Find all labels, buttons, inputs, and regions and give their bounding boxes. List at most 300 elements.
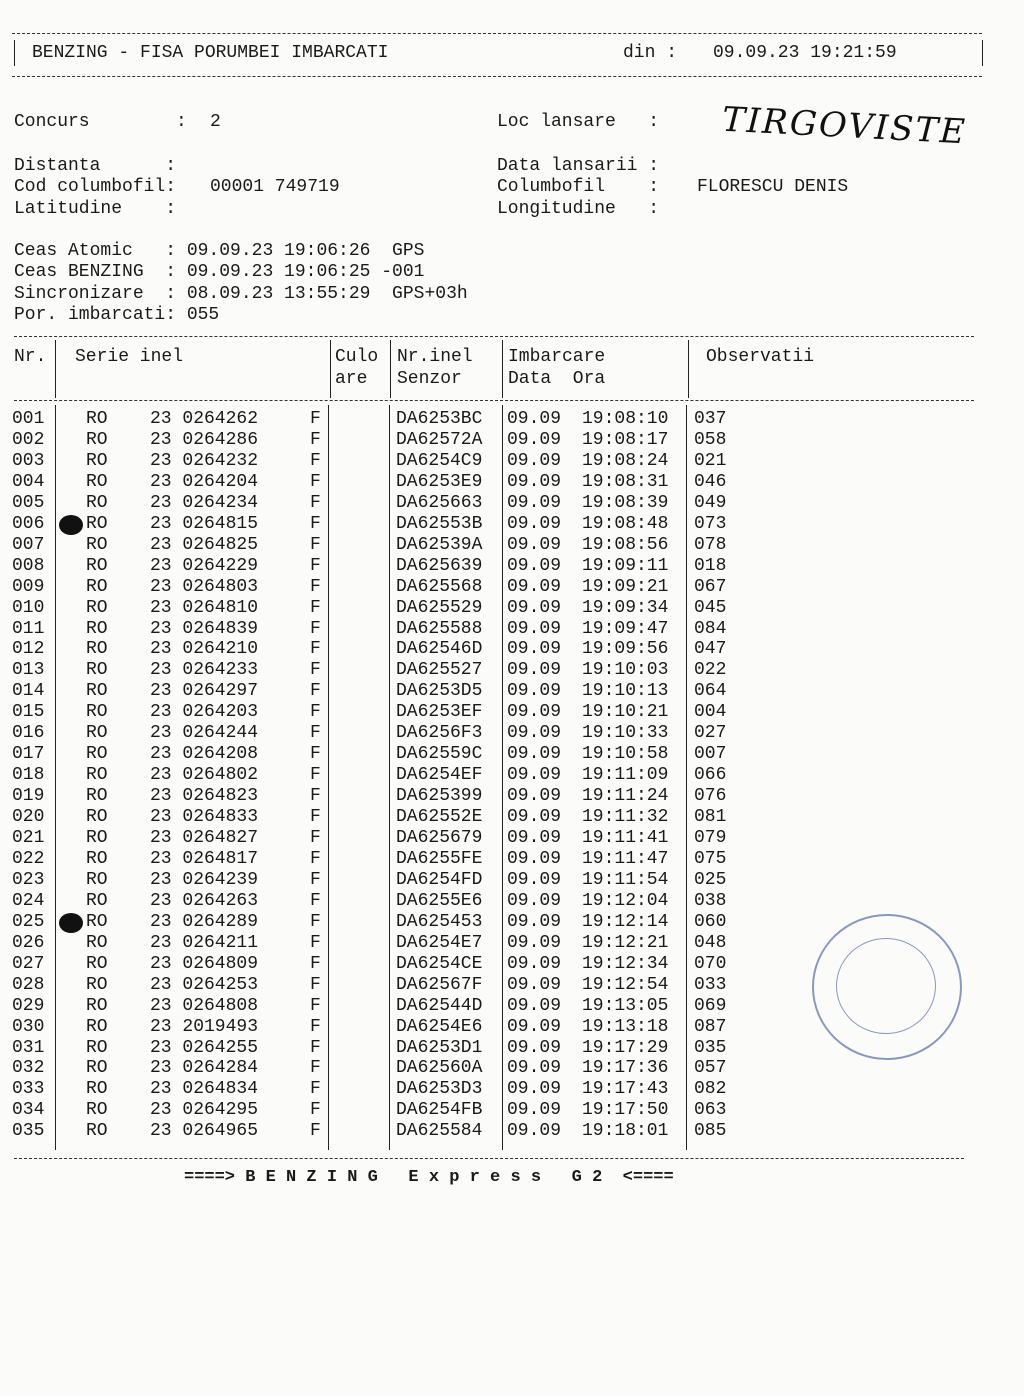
row-sex: F bbox=[310, 995, 321, 1016]
row-time: 19:08:48 bbox=[582, 513, 669, 534]
row-ring-number: 23 0264803 bbox=[150, 576, 259, 597]
row-sensor: DA6256F3 bbox=[396, 723, 483, 744]
sincronizare: Sincronizare : 08.09.23 13:55:29 GPS+03h bbox=[14, 284, 468, 304]
row-time: 19:09:56 bbox=[582, 639, 669, 660]
row-country: RO bbox=[86, 995, 108, 1016]
row-code: 048 bbox=[694, 932, 727, 953]
row-code: 081 bbox=[694, 807, 727, 828]
row-country: RO bbox=[86, 492, 108, 513]
row-code: 018 bbox=[694, 555, 727, 576]
row-nr: 023 bbox=[12, 869, 45, 890]
row-sensor: DA62552E bbox=[396, 807, 483, 828]
row-sensor: DA6253D3 bbox=[396, 1079, 483, 1100]
row-nr: 011 bbox=[12, 618, 45, 639]
longitudine-label: Longitudine : bbox=[497, 199, 660, 219]
row-ring-number: 23 0264289 bbox=[150, 911, 259, 932]
row-ring-number: 23 0264297 bbox=[150, 681, 259, 702]
row-time: 19:10:33 bbox=[582, 723, 669, 744]
row-sex: F bbox=[310, 513, 321, 534]
row-country: RO bbox=[86, 555, 108, 576]
row-code: 069 bbox=[694, 995, 727, 1016]
row-code: 085 bbox=[694, 1121, 727, 1142]
row-sex: F bbox=[310, 1121, 321, 1142]
row-sex: F bbox=[310, 828, 321, 848]
loc-lansare-handwritten: TIRGOVISTE bbox=[721, 99, 968, 153]
row-time: 19:12:21 bbox=[582, 932, 669, 953]
row-time: 19:09:11 bbox=[582, 555, 669, 576]
row-sensor: DA625679 bbox=[396, 828, 483, 848]
row-ring-number: 23 0264965 bbox=[150, 1121, 259, 1142]
row-ring-number: 23 0264262 bbox=[150, 409, 259, 429]
row-date: 09.09 bbox=[507, 1079, 562, 1100]
row-sex: F bbox=[310, 807, 321, 828]
row-sex: F bbox=[310, 1016, 321, 1037]
row-nr: 018 bbox=[12, 765, 45, 786]
row-date: 09.09 bbox=[507, 618, 562, 639]
col-divider bbox=[328, 405, 329, 1150]
row-code: 087 bbox=[694, 1016, 727, 1037]
row-code: 075 bbox=[694, 848, 727, 869]
row-country: RO bbox=[86, 471, 108, 492]
row-nr: 009 bbox=[12, 576, 45, 597]
row-sensor: DA6254FD bbox=[396, 869, 483, 890]
din-value: 09.09.23 19:21:59 bbox=[713, 43, 897, 63]
row-sex: F bbox=[310, 744, 321, 765]
row-nr: 010 bbox=[12, 597, 45, 618]
row-code: 067 bbox=[694, 576, 727, 597]
row-date: 09.09 bbox=[507, 576, 562, 597]
row-code: 060 bbox=[694, 911, 727, 932]
row-time: 19:17:43 bbox=[582, 1079, 669, 1100]
row-sex: F bbox=[310, 848, 321, 869]
row-time: 19:17:50 bbox=[582, 1100, 669, 1121]
row-ring-number: 23 0264284 bbox=[150, 1058, 259, 1079]
row-ring-number: 23 2019493 bbox=[150, 1016, 259, 1037]
row-date: 09.09 bbox=[507, 409, 562, 429]
col-header-culoare: Culo bbox=[335, 347, 379, 367]
col-header-data-ora: Data Ora bbox=[508, 369, 606, 389]
data-lansarii-label: Data lansarii : bbox=[497, 156, 660, 176]
row-sex: F bbox=[310, 681, 321, 702]
row-nr: 031 bbox=[12, 1037, 45, 1058]
din-label: din : bbox=[623, 43, 678, 63]
row-ring-number: 23 0264211 bbox=[150, 932, 259, 953]
row-country: RO bbox=[86, 1079, 108, 1100]
row-ring-number: 23 0264817 bbox=[150, 848, 259, 869]
row-nr: 019 bbox=[12, 786, 45, 807]
row-date: 09.09 bbox=[507, 450, 562, 471]
row-ring-number: 23 0264263 bbox=[150, 890, 259, 911]
row-sensor: DA625453 bbox=[396, 911, 483, 932]
col-header-serie: Serie inel bbox=[75, 347, 184, 367]
row-nr: 007 bbox=[12, 534, 45, 555]
col-divider bbox=[502, 405, 503, 1150]
row-ring-number: 23 0264203 bbox=[150, 702, 259, 723]
col-divider bbox=[389, 405, 390, 1150]
row-nr: 024 bbox=[12, 890, 45, 911]
row-code: 066 bbox=[694, 765, 727, 786]
row-time: 19:09:34 bbox=[582, 597, 669, 618]
row-date: 09.09 bbox=[507, 492, 562, 513]
row-country: RO bbox=[86, 1121, 108, 1142]
row-country: RO bbox=[86, 450, 108, 471]
row-nr: 012 bbox=[12, 639, 45, 660]
row-date: 09.09 bbox=[507, 702, 562, 723]
row-code: 078 bbox=[694, 534, 727, 555]
col-divider bbox=[686, 405, 687, 1150]
row-country: RO bbox=[86, 1100, 108, 1121]
row-date: 09.09 bbox=[507, 807, 562, 828]
row-nr: 033 bbox=[12, 1079, 45, 1100]
row-time: 19:08:10 bbox=[582, 409, 669, 429]
row-time: 19:09:47 bbox=[582, 618, 669, 639]
ink-blot-mark bbox=[59, 515, 83, 535]
row-nr: 014 bbox=[12, 681, 45, 702]
row-sex: F bbox=[310, 576, 321, 597]
row-country: RO bbox=[86, 576, 108, 597]
row-sensor: DA6254CE bbox=[396, 953, 483, 974]
row-sensor: DA625529 bbox=[396, 597, 483, 618]
row-sex: F bbox=[310, 1079, 321, 1100]
header-border-left bbox=[14, 40, 15, 66]
row-sensor: DA62539A bbox=[396, 534, 483, 555]
row-ring-number: 23 0264802 bbox=[150, 765, 259, 786]
row-time: 19:11:32 bbox=[582, 807, 669, 828]
row-code: 049 bbox=[694, 492, 727, 513]
row-nr: 032 bbox=[12, 1058, 45, 1079]
row-sex: F bbox=[310, 471, 321, 492]
col-header-imbarcare: Imbarcare bbox=[508, 347, 606, 367]
row-time: 19:11:47 bbox=[582, 848, 669, 869]
row-country: RO bbox=[86, 1037, 108, 1058]
row-date: 09.09 bbox=[507, 932, 562, 953]
row-time: 19:18:01 bbox=[582, 1121, 669, 1142]
club-stamp bbox=[812, 914, 962, 1060]
row-sensor: DA62572A bbox=[396, 429, 483, 450]
row-country: RO bbox=[86, 953, 108, 974]
row-ring-number: 23 0264839 bbox=[150, 618, 259, 639]
table-bottom-border bbox=[14, 1158, 964, 1159]
row-sex: F bbox=[310, 869, 321, 890]
latitudine-label: Latitudine : bbox=[14, 199, 177, 219]
row-country: RO bbox=[86, 429, 108, 450]
row-code: 004 bbox=[694, 702, 727, 723]
row-time: 19:12:34 bbox=[582, 953, 669, 974]
row-country: RO bbox=[86, 848, 108, 869]
row-code: 046 bbox=[694, 471, 727, 492]
row-time: 19:08:39 bbox=[582, 492, 669, 513]
col-divider bbox=[390, 340, 391, 398]
row-code: 033 bbox=[694, 974, 727, 995]
row-nr: 025 bbox=[12, 911, 45, 932]
ceas-benzing: Ceas BENZING : 09.09.23 19:06:25 -001 bbox=[14, 262, 425, 282]
row-ring-number: 23 0264809 bbox=[150, 953, 259, 974]
row-nr: 028 bbox=[12, 974, 45, 995]
row-nr: 016 bbox=[12, 723, 45, 744]
row-sex: F bbox=[310, 597, 321, 618]
row-country: RO bbox=[86, 639, 108, 660]
row-sex: F bbox=[310, 492, 321, 513]
row-code: 076 bbox=[694, 786, 727, 807]
row-country: RO bbox=[86, 1016, 108, 1037]
row-sex: F bbox=[310, 450, 321, 471]
row-country: RO bbox=[86, 534, 108, 555]
col-divider bbox=[330, 340, 331, 398]
row-date: 09.09 bbox=[507, 828, 562, 848]
row-nr: 008 bbox=[12, 555, 45, 576]
row-sex: F bbox=[310, 534, 321, 555]
row-sex: F bbox=[310, 723, 321, 744]
row-time: 19:08:56 bbox=[582, 534, 669, 555]
header-border-bottom bbox=[12, 76, 982, 77]
row-country: RO bbox=[86, 911, 108, 932]
row-country: RO bbox=[86, 890, 108, 911]
columbofil-label: Columbofil : bbox=[497, 177, 660, 197]
col-header-observatii: Observatii bbox=[706, 347, 815, 367]
row-time: 19:08:31 bbox=[582, 471, 669, 492]
row-time: 19:11:41 bbox=[582, 828, 669, 848]
row-code: 063 bbox=[694, 1100, 727, 1121]
table-header-divider bbox=[14, 400, 974, 401]
row-sex: F bbox=[310, 932, 321, 953]
concurs-label: Concurs : bbox=[14, 112, 187, 132]
row-date: 09.09 bbox=[507, 995, 562, 1016]
col-header-senzor: Nr.inel bbox=[397, 347, 473, 367]
row-sensor: DA625663 bbox=[396, 492, 483, 513]
row-code: 027 bbox=[694, 723, 727, 744]
row-time: 19:09:21 bbox=[582, 576, 669, 597]
row-sensor: DA6255FE bbox=[396, 848, 483, 869]
row-ring-number: 23 0264232 bbox=[150, 450, 259, 471]
row-sensor: DA6254EF bbox=[396, 765, 483, 786]
row-date: 09.09 bbox=[507, 953, 562, 974]
row-code: 035 bbox=[694, 1037, 727, 1058]
row-time: 19:17:29 bbox=[582, 1037, 669, 1058]
row-sex: F bbox=[310, 618, 321, 639]
row-country: RO bbox=[86, 660, 108, 681]
row-country: RO bbox=[86, 765, 108, 786]
row-code: 058 bbox=[694, 429, 727, 450]
row-ring-number: 23 0264204 bbox=[150, 471, 259, 492]
row-sex: F bbox=[310, 409, 321, 429]
row-sex: F bbox=[310, 429, 321, 450]
row-nr: 035 bbox=[12, 1121, 45, 1142]
row-sensor: DA6254E7 bbox=[396, 932, 483, 953]
row-country: RO bbox=[86, 869, 108, 890]
row-code: 070 bbox=[694, 953, 727, 974]
row-code: 047 bbox=[694, 639, 727, 660]
row-nr: 004 bbox=[12, 471, 45, 492]
row-sex: F bbox=[310, 953, 321, 974]
row-date: 09.09 bbox=[507, 744, 562, 765]
row-ring-number: 23 0264834 bbox=[150, 1079, 259, 1100]
row-date: 09.09 bbox=[507, 1100, 562, 1121]
row-country: RO bbox=[86, 1058, 108, 1079]
row-code: 038 bbox=[694, 890, 727, 911]
document-title: BENZING - FISA PORUMBEI IMBARCATI bbox=[32, 43, 389, 63]
row-ring-number: 23 0264833 bbox=[150, 807, 259, 828]
row-date: 09.09 bbox=[507, 848, 562, 869]
row-country: RO bbox=[86, 828, 108, 848]
row-country: RO bbox=[86, 702, 108, 723]
row-nr: 022 bbox=[12, 848, 45, 869]
row-date: 09.09 bbox=[507, 974, 562, 995]
columbofil-value: FLORESCU DENIS bbox=[697, 177, 849, 197]
row-time: 19:17:36 bbox=[582, 1058, 669, 1079]
row-nr: 030 bbox=[12, 1016, 45, 1037]
row-ring-number: 23 0264208 bbox=[150, 744, 259, 765]
row-date: 09.09 bbox=[507, 1016, 562, 1037]
row-sex: F bbox=[310, 1058, 321, 1079]
row-sex: F bbox=[310, 765, 321, 786]
row-sensor: DA6253D1 bbox=[396, 1037, 483, 1058]
row-time: 19:11:09 bbox=[582, 765, 669, 786]
row-nr: 006 bbox=[12, 513, 45, 534]
row-sensor: DA625588 bbox=[396, 618, 483, 639]
row-time: 19:10:58 bbox=[582, 744, 669, 765]
row-code: 025 bbox=[694, 869, 727, 890]
row-time: 19:08:24 bbox=[582, 450, 669, 471]
row-sensor: DA62544D bbox=[396, 995, 483, 1016]
row-code: 073 bbox=[694, 513, 727, 534]
row-date: 09.09 bbox=[507, 471, 562, 492]
row-date: 09.09 bbox=[507, 1037, 562, 1058]
cod-columbofil-label: Cod columbofil: bbox=[14, 177, 177, 197]
row-code: 037 bbox=[694, 409, 727, 429]
row-date: 09.09 bbox=[507, 429, 562, 450]
row-date: 09.09 bbox=[507, 681, 562, 702]
cod-columbofil-value: 00001 749719 bbox=[210, 177, 340, 197]
row-country: RO bbox=[86, 786, 108, 807]
row-country: RO bbox=[86, 723, 108, 744]
row-time: 19:13:05 bbox=[582, 995, 669, 1016]
row-code: 064 bbox=[694, 681, 727, 702]
row-sensor: DA6254FB bbox=[396, 1100, 483, 1121]
row-code: 084 bbox=[694, 618, 727, 639]
row-nr: 005 bbox=[12, 492, 45, 513]
row-ring-number: 23 0264286 bbox=[150, 429, 259, 450]
row-sensor: DA625639 bbox=[396, 555, 483, 576]
row-ring-number: 23 0264823 bbox=[150, 786, 259, 807]
row-nr: 021 bbox=[12, 828, 45, 848]
row-date: 09.09 bbox=[507, 555, 562, 576]
row-sensor: DA62560A bbox=[396, 1058, 483, 1079]
row-date: 09.09 bbox=[507, 765, 562, 786]
row-time: 19:12:14 bbox=[582, 911, 669, 932]
row-sensor: DA6254C9 bbox=[396, 450, 483, 471]
row-date: 09.09 bbox=[507, 534, 562, 555]
row-code: 007 bbox=[694, 744, 727, 765]
row-ring-number: 23 0264810 bbox=[150, 597, 259, 618]
distanta-label: Distanta : bbox=[14, 156, 177, 176]
concurs-value: 2 bbox=[210, 112, 221, 132]
row-sensor: DA6253D5 bbox=[396, 681, 483, 702]
row-date: 09.09 bbox=[507, 869, 562, 890]
porumbei-imbarcati: Por. imbarcati: 055 bbox=[14, 305, 220, 325]
footer-brand: ====> B E N Z I N G E x p r e s s G 2 <==== bbox=[184, 1168, 674, 1187]
row-code: 022 bbox=[694, 660, 727, 681]
row-sensor: DA62553B bbox=[396, 513, 483, 534]
row-nr: 003 bbox=[12, 450, 45, 471]
row-sex: F bbox=[310, 1100, 321, 1121]
row-nr: 017 bbox=[12, 744, 45, 765]
row-ring-number: 23 0264295 bbox=[150, 1100, 259, 1121]
row-sensor: DA6253EF bbox=[396, 702, 483, 723]
row-time: 19:11:54 bbox=[582, 869, 669, 890]
row-date: 09.09 bbox=[507, 639, 562, 660]
row-code: 021 bbox=[694, 450, 727, 471]
loc-lansare-label: Loc lansare : bbox=[497, 112, 660, 132]
row-sex: F bbox=[310, 639, 321, 660]
row-sensor: DA625584 bbox=[396, 1121, 483, 1142]
col-header-senzor-2: Senzor bbox=[397, 369, 462, 389]
row-sensor: DA62567F bbox=[396, 974, 483, 995]
row-ring-number: 23 0264229 bbox=[150, 555, 259, 576]
row-code: 082 bbox=[694, 1079, 727, 1100]
row-date: 09.09 bbox=[507, 660, 562, 681]
row-sex: F bbox=[310, 974, 321, 995]
table-top-border bbox=[14, 336, 974, 337]
row-sensor: DA6255E6 bbox=[396, 890, 483, 911]
row-date: 09.09 bbox=[507, 786, 562, 807]
row-sex: F bbox=[310, 555, 321, 576]
row-date: 09.09 bbox=[507, 597, 562, 618]
row-time: 19:10:21 bbox=[582, 702, 669, 723]
row-ring-number: 23 0264825 bbox=[150, 534, 259, 555]
row-sensor: DA62559C bbox=[396, 744, 483, 765]
row-date: 09.09 bbox=[507, 1058, 562, 1079]
row-time: 19:11:24 bbox=[582, 786, 669, 807]
row-date: 09.09 bbox=[507, 513, 562, 534]
row-date: 09.09 bbox=[507, 911, 562, 932]
row-country: RO bbox=[86, 513, 108, 534]
row-sex: F bbox=[310, 890, 321, 911]
row-sensor: DA6253E9 bbox=[396, 471, 483, 492]
row-nr: 015 bbox=[12, 702, 45, 723]
row-ring-number: 23 0264253 bbox=[150, 974, 259, 995]
row-nr: 027 bbox=[12, 953, 45, 974]
row-sensor: DA625527 bbox=[396, 660, 483, 681]
row-ring-number: 23 0264233 bbox=[150, 660, 259, 681]
row-sex: F bbox=[310, 786, 321, 807]
row-ring-number: 23 0264815 bbox=[150, 513, 259, 534]
row-country: RO bbox=[86, 744, 108, 765]
row-time: 19:08:17 bbox=[582, 429, 669, 450]
row-sex: F bbox=[310, 911, 321, 932]
row-ring-number: 23 0264210 bbox=[150, 639, 259, 660]
ink-blot-mark bbox=[59, 913, 83, 933]
row-nr: 020 bbox=[12, 807, 45, 828]
header-border-right bbox=[982, 40, 983, 66]
col-header-culoare-2: are bbox=[335, 369, 368, 389]
row-sensor: DA625399 bbox=[396, 786, 483, 807]
row-sex: F bbox=[310, 702, 321, 723]
row-country: RO bbox=[86, 618, 108, 639]
row-time: 19:12:04 bbox=[582, 890, 669, 911]
row-code: 045 bbox=[694, 597, 727, 618]
row-sensor: DA62546D bbox=[396, 639, 483, 660]
ceas-atomic: Ceas Atomic : 09.09.23 19:06:26 GPS bbox=[14, 241, 425, 261]
col-divider bbox=[55, 340, 56, 398]
row-ring-number: 23 0264827 bbox=[150, 828, 259, 848]
row-time: 19:12:54 bbox=[582, 974, 669, 995]
row-nr: 002 bbox=[12, 429, 45, 450]
col-header-nr: Nr. bbox=[14, 347, 47, 367]
row-date: 09.09 bbox=[507, 723, 562, 744]
row-nr: 013 bbox=[12, 660, 45, 681]
row-nr: 001 bbox=[12, 409, 45, 429]
row-country: RO bbox=[86, 681, 108, 702]
